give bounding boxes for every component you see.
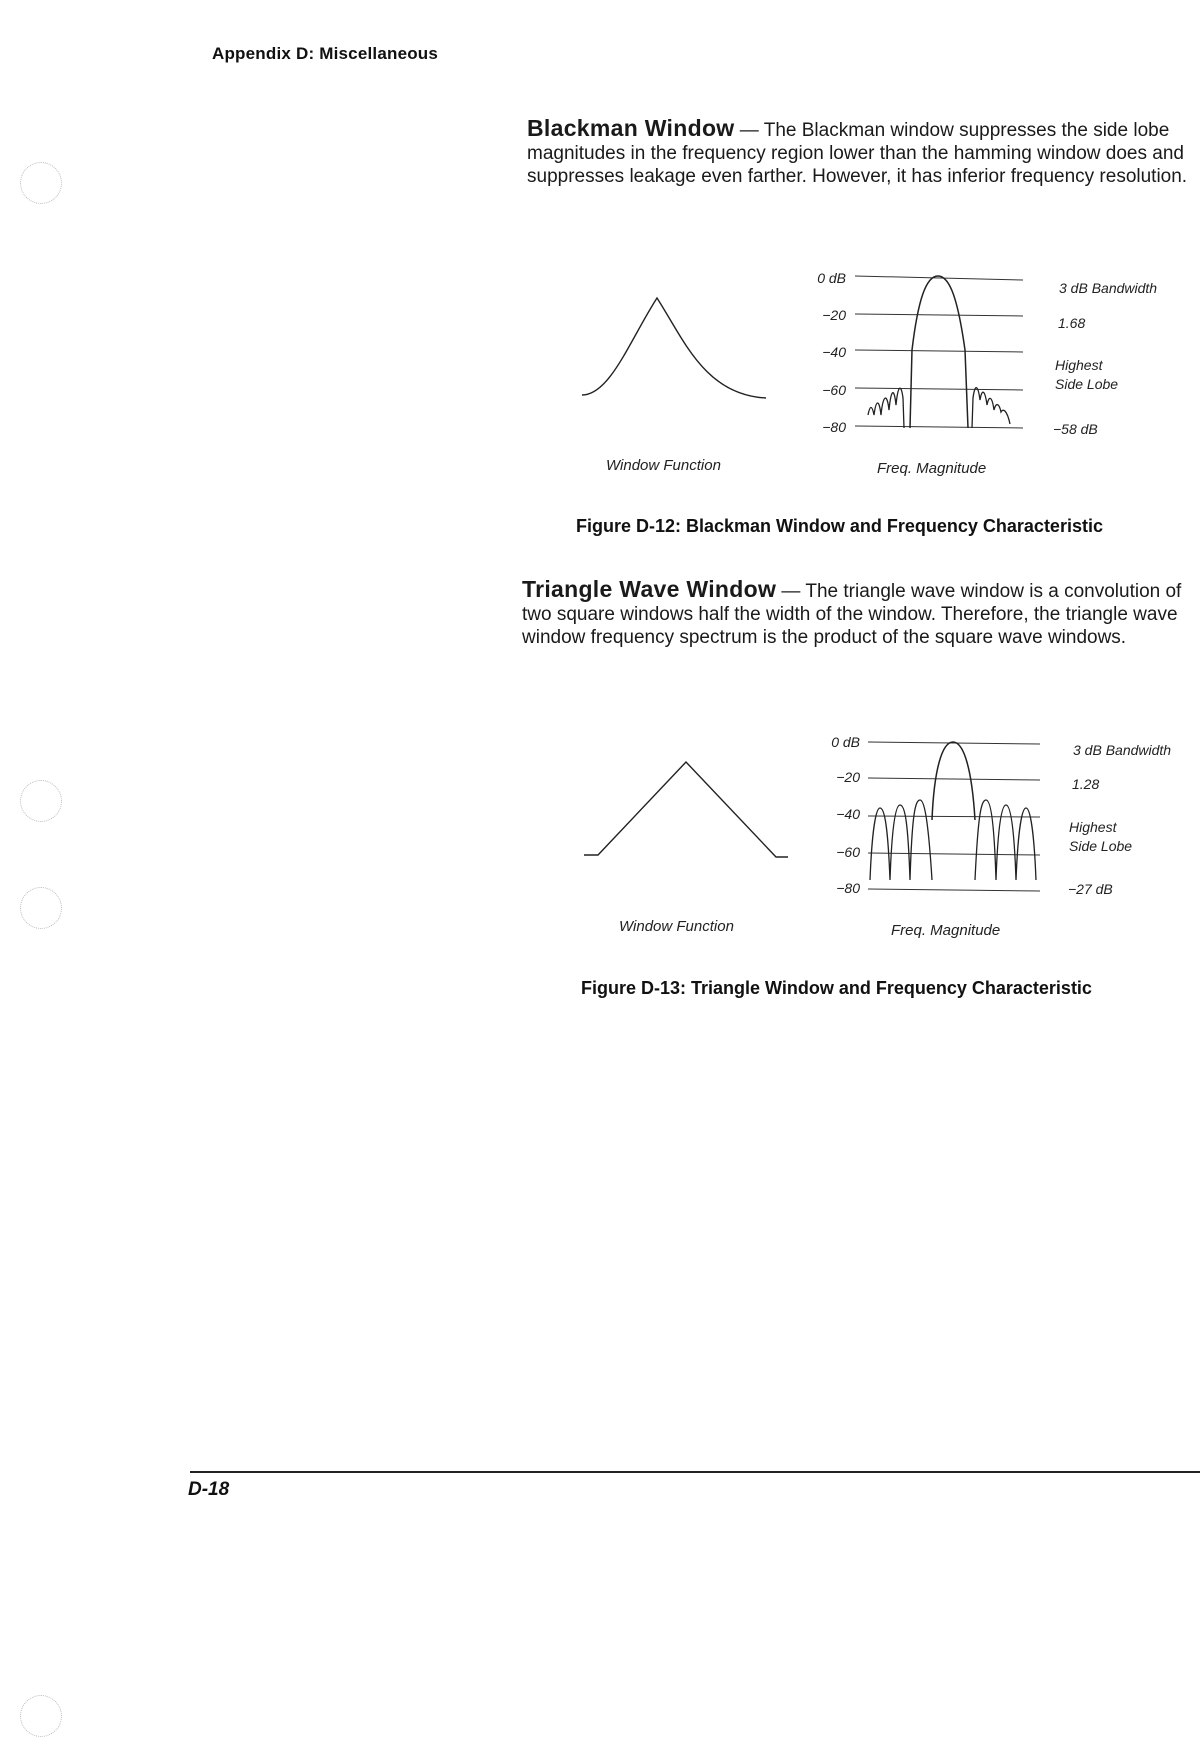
db-label-60: −60	[836, 844, 860, 860]
freq-magnitude-label: Freq. Magnitude	[877, 460, 987, 477]
db-label-40: −40	[822, 344, 846, 360]
db-label-0: 0 dB	[817, 270, 846, 286]
blackman-body: — The Blackman window suppresses the side lobe magnitudes in the frequency region lower than the hamming window does and suppresses leakage even farther. However, it has inferior frequency resolution.	[527, 120, 1188, 187]
db-label-40: −40	[836, 806, 860, 822]
db-label-0: 0 dB	[831, 734, 860, 750]
window-function-label: Window Function	[606, 457, 721, 474]
bandwidth-value: 1.28	[1072, 776, 1100, 792]
triangle-title: Triangle Wave Window	[522, 576, 777, 602]
side-lobe-label-2: Side Lobe	[1069, 838, 1133, 854]
triangle-window-curve	[584, 762, 788, 857]
bandwidth-label: 3 dB Bandwidth	[1073, 742, 1172, 758]
gridline-40db	[868, 816, 1040, 817]
page-number: D-18	[188, 1479, 230, 1500]
triangle-side-lobes	[870, 800, 1036, 880]
side-lobe-value: −27 dB	[1068, 881, 1113, 897]
bandwidth-label: 3 dB Bandwidth	[1059, 280, 1158, 296]
triangle-main-lobe	[932, 742, 975, 820]
blackman-title: Blackman Window	[527, 115, 735, 141]
db-label-80: −80	[822, 419, 846, 435]
db-label-60: −60	[822, 382, 846, 398]
gridline-80db	[868, 889, 1040, 891]
freq-magnitude-label: Freq. Magnitude	[891, 922, 1001, 939]
side-lobe-label-2: Side Lobe	[1055, 376, 1119, 392]
db-label-80: −80	[836, 880, 860, 896]
window-function-label: Window Function	[619, 918, 734, 935]
punch-hole	[20, 1695, 62, 1737]
side-lobe-label-1: Highest	[1069, 819, 1117, 835]
side-lobe-value: −58 dB	[1053, 421, 1098, 437]
triangle-body: — The triangle wave window is a convolution of two square windows half the width of the window. Therefore, the triangle wave window frequency spectrum is the product of the square wave windows.	[522, 581, 1182, 648]
db-label-20: −20	[822, 307, 846, 323]
footer-rule	[190, 1471, 1200, 1473]
side-lobe-label-1: Highest	[1055, 357, 1103, 373]
gridline-20db	[868, 778, 1040, 780]
figure-caption: Figure D-12: Blackman Window and Frequency Characteristic	[576, 516, 1103, 536]
bandwidth-value: 1.68	[1058, 315, 1086, 331]
db-label-20: −20	[836, 769, 860, 785]
figure-caption: Figure D-13: Triangle Window and Frequency Characteristic	[581, 978, 1092, 998]
running-header: Appendix D: Miscellaneous	[212, 44, 439, 63]
